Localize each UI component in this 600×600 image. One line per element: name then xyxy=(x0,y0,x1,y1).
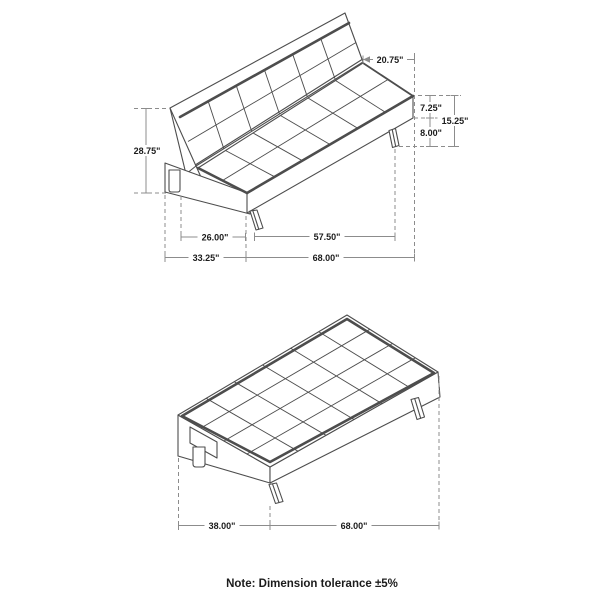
arrowhead xyxy=(363,56,370,62)
dim-label-seat-thickness: 7.25" xyxy=(420,103,442,113)
sofa-front-leg xyxy=(250,210,263,230)
dim-label-back-depth: 20.75" xyxy=(376,55,404,65)
dim-label-overall-height: 28.75" xyxy=(133,146,161,156)
dim-label-side-height: 15.25" xyxy=(441,116,469,126)
dim-label-leg-height: 8.00" xyxy=(420,128,442,138)
dim-label-bed-length: 68.00" xyxy=(340,521,368,531)
dim-label-bed-width: 38.00" xyxy=(208,521,236,531)
futon-flat-drawing xyxy=(178,315,440,504)
sofa-upright-drawing xyxy=(165,13,413,230)
dim-label-overall-length: 68.00" xyxy=(312,253,340,263)
note-text: Note: Dimension tolerance ±5% xyxy=(226,578,398,590)
dim-label-overall-depth: 33.25" xyxy=(192,253,220,263)
bed-left-leg xyxy=(193,447,205,467)
bed-front-leg xyxy=(269,483,283,504)
dim-label-frame-length: 57.50" xyxy=(313,232,341,242)
dim-label-seat-depth: 26.00" xyxy=(201,232,229,243)
sofa-right-leg xyxy=(389,129,399,148)
sofa-left-leg xyxy=(169,170,180,192)
